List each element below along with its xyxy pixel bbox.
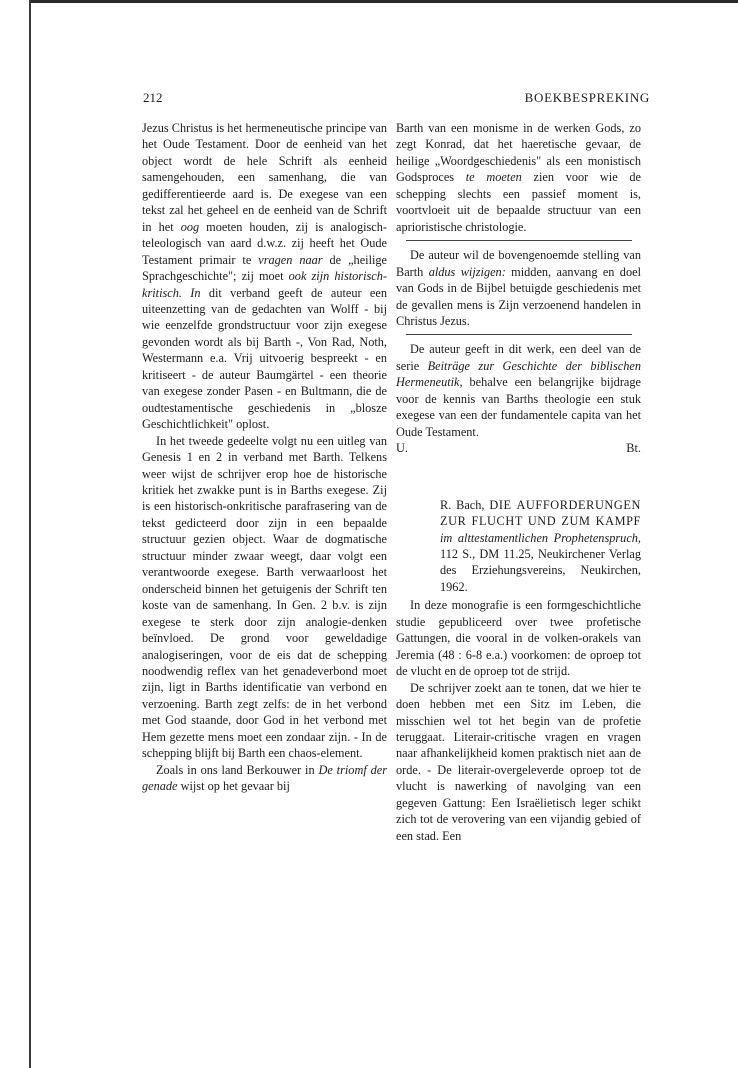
page-number: 212 bbox=[143, 90, 163, 105]
divider bbox=[406, 334, 632, 335]
paragraph: In het tweede gedeelte volgt nu een uitleg van Genesis 1 en 2 in verband met Barth. Telkens weer wijst de schrijver erop hoe de historische kritiek het zwakke punt is in Barths exegese. Zij is een historisch-onkritische parafrasering van de tekst gedicteerd door zijn in een bepaalde structuur gezien object. Waar de dogmatische structuur minder zwaar weegt, daar volgt een verantwoorde exegese. Barth verwaarloost het onderscheid binnen het getuigenis der Schrift ten koste van de samenhang. In Gen. 2 b.v. is zijn exegese te sterk door zijn analogie-denken beïnvloed. De grond voor geweldadige analogiseringen, voor de eis dat de schepping noodwendig reflex van het genadeverbond moet zijn, ligt in Barths identificatie van verbond en verzoening. Barth zegt zelfs: de in het verbond met God staande, door God in het verbond met Hem gezette mens moet een zondaar zijn. - In de schepping blijft bij Barth een chaos-element. bbox=[142, 433, 387, 761]
paragraph: De schrijver zoekt aan te tonen, dat we hier te doen hebben met een Sitz im Leben, die misschien wel tot het begin van de profetie teruggaat. Literair-critische vragen en vragen naar afhankelijkheid komen praktisch niet aan de orde. - De literair-overgeleverde oproep tot de vlucht is nawerking of navolging van een gegeven Gattung: Een Israëlietisch leger schikt zich tot de verovering van een vijandig gebied of een stad. Een bbox=[396, 680, 641, 843]
paragraph: De auteur geeft in dit werk, een deel van de serie Beiträge zur Geschichte der biblischen Hermeneutik, behalve een belangrijke bijdrage voor de kennis van Barths theologie een stuk exegese van een der fundamentele capita van het Oude Testament. bbox=[396, 342, 641, 439]
paragraph: De auteur wil de bovengenoemde stelling van Barth aldus wijzigen: midden, aanvang en doel van Gods in de Bijbel betuigde geschiedenis met de gevallen mens is Zijn verzoenend handelen in Christus Jezus. bbox=[396, 248, 641, 328]
scan-border-top bbox=[30, 0, 738, 3]
paragraph: Jezus Christus is het hermeneutische principe van het Oude Testament. Door de eenheid van het object wordt de hele Schrift als eenheid samengehouden, een samenhang, die van gedifferentieerde aard is. De exegese van een tekst zal het geheel en de eenheid van de Schrift in het oog moeten houden, zij is analogisch-teleologisch van aard d.w.z. zij heeft het Oude Testament primair te vragen naar de „heilige Sprachgeschichte"; zij moet ook zijn historisch-kritisch. In dit verband geeft de auteur een uiteenzetting van de gedachten van Wolff - bij wie eenzelfde grondstructuur voor zijn exegese gevonden wordt als bij Barth -, Von Rad, Noth, Westermann e.a. Vrij uitvoerig bespreekt - en kritiseert - de auteur Baumgärtel - een theorie van exegese zonder Pasen - en Bultmann, die de oudtestamentische geschiedenis in „blosze Geschichtlichkeit" oplost. bbox=[142, 121, 388, 432]
paragraph: Barth van een monisme in de werken Gods, zo zegt Konrad, dat het haeretische gevaar, de heilige „Woordgeschiedenis" als een monistisch Godsproces te moeten zien voor wie de schepping slechts een passief moment is, voortvloeit uit de bepaalde structuur van een aprioristische christologie. bbox=[396, 121, 641, 234]
book-subtitle: im alttestamentlichen Prophetenspruch, bbox=[440, 530, 641, 545]
signoff-initial-right: Bt. bbox=[626, 441, 641, 456]
left-column bbox=[142, 120, 387, 795]
paragraph: Zoals in ons land Berkouwer in De triomf der genade wijst op het gevaar bij bbox=[142, 762, 387, 794]
running-head: BOEKBESPREKING bbox=[524, 90, 650, 105]
review-signoff bbox=[396, 440, 641, 456]
paragraph: In deze monografie is een formgeschichtliche studie gepubliceerd over twee profetische Gattungen, die vooral in de volken-orakels van Jeremia (48 : 6-8 e.a.) voorkomen: de oproep tot de vlucht en de oproep tot de strijd. bbox=[396, 598, 641, 679]
book-review-heading: R. Bach, DIE AUFFORDERUNGEN ZUR FLUCHT UND ZUM KAMPF im alttestamentlichen Prophetenspruch, 112 S., DM 11.25, Neukirchener Verlag des Erziehungsvereins, Neukirchen, 1962. bbox=[440, 497, 641, 594]
right-column bbox=[396, 120, 641, 844]
book-title: DIE AUFFORDERUNGEN ZUR FLUCHT UND ZUM KAMPF bbox=[440, 497, 641, 529]
signoff-initial-left: U. bbox=[396, 441, 408, 456]
divider bbox=[406, 240, 632, 241]
scan-border-left bbox=[29, 0, 31, 1068]
